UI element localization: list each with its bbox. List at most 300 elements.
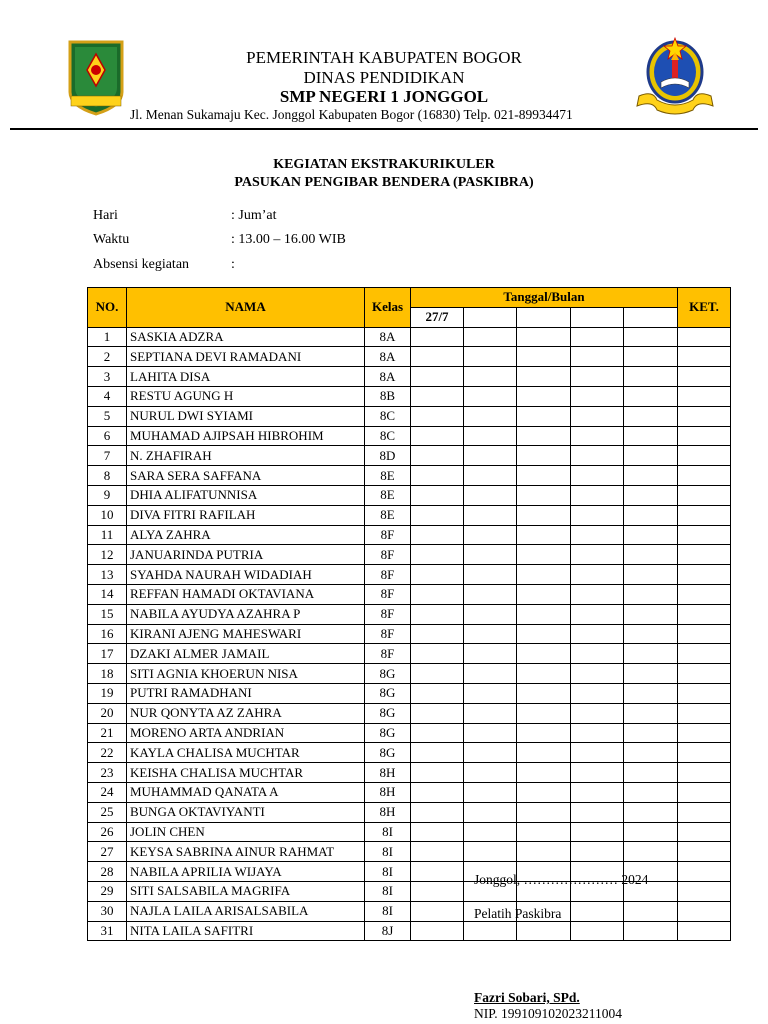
row-class: 8H [365, 802, 411, 822]
attendance-cell [411, 822, 464, 842]
attendance-cell [571, 426, 624, 446]
attendance-cell [571, 763, 624, 783]
remarks-cell [678, 466, 731, 486]
remarks-cell [678, 485, 731, 505]
row-number: 16 [88, 624, 127, 644]
attendance-cell [517, 545, 571, 565]
row-name: SEPTIANA DEVI RAMADANI [127, 347, 365, 367]
header-nama: NAMA [127, 288, 365, 328]
attendance-cell [571, 644, 624, 664]
attendance-table-body [88, 327, 731, 941]
date-cell [464, 307, 517, 327]
attendance-cell [571, 505, 624, 525]
row-number: 26 [88, 822, 127, 842]
attendance-cell [411, 347, 464, 367]
attendance-cell [624, 624, 678, 644]
remarks-cell [678, 565, 731, 585]
table-row [88, 743, 731, 763]
attendance-cell [624, 327, 678, 347]
row-class: 8F [365, 604, 411, 624]
attendance-cell [571, 565, 624, 585]
row-name: JANUARINDA PUTRIA [127, 545, 365, 565]
attendance-cell [624, 822, 678, 842]
attendance-cell [571, 525, 624, 545]
attendance-cell [571, 327, 624, 347]
row-number: 30 [88, 901, 127, 921]
attendance-cell [517, 466, 571, 486]
row-name: KEISHA CHALISA MUCHTAR [127, 763, 365, 783]
table-row [88, 782, 731, 802]
attendance-cell [517, 386, 571, 406]
row-name: MORENO ARTA ANDRIAN [127, 723, 365, 743]
row-class: 8C [365, 406, 411, 426]
attendance-cell [411, 367, 464, 387]
attendance-cell [624, 545, 678, 565]
row-number: 1 [88, 327, 127, 347]
row-name: NABILA AYUDYA AZAHRA P [127, 604, 365, 624]
row-class: 8H [365, 763, 411, 783]
attendance-cell [411, 644, 464, 664]
remarks-cell [678, 505, 731, 525]
attendance-cell [624, 565, 678, 585]
attendance-cell [411, 842, 464, 862]
attendance-cell [464, 802, 517, 822]
signature-name: Fazri Sobari, SPd. [474, 990, 580, 1005]
row-number: 13 [88, 565, 127, 585]
signature-place-date: Jonggol, ………………… 2024 [474, 872, 649, 887]
date-cell [571, 307, 624, 327]
row-class: 8G [365, 664, 411, 684]
date-cell [624, 307, 678, 327]
row-name: PUTRI RAMADHANI [127, 683, 365, 703]
attendance-cell [411, 881, 464, 901]
attendance-cell [624, 842, 678, 862]
row-class: 8I [365, 842, 411, 862]
attendance-cell [624, 367, 678, 387]
row-number: 7 [88, 446, 127, 466]
table-row [88, 723, 731, 743]
row-number: 14 [88, 584, 127, 604]
attendance-cell [571, 347, 624, 367]
attendance-cell [517, 822, 571, 842]
remarks-cell [678, 802, 731, 822]
row-name: RESTU AGUNG H [127, 386, 365, 406]
attendance-cell [571, 386, 624, 406]
row-number: 12 [88, 545, 127, 565]
attendance-cell [624, 525, 678, 545]
table-row [88, 822, 731, 842]
row-class: 8E [365, 505, 411, 525]
remarks-cell [678, 386, 731, 406]
table-row [88, 505, 731, 525]
attendance-cell [624, 466, 678, 486]
attendance-cell [411, 703, 464, 723]
attendance-cell [464, 466, 517, 486]
table-row [88, 545, 731, 565]
attendance-cell [411, 584, 464, 604]
remarks-cell [678, 327, 731, 347]
table-row [88, 406, 731, 426]
attendance-cell [571, 446, 624, 466]
attendance-table [87, 287, 731, 941]
attendance-cell [517, 505, 571, 525]
attendance-cell [464, 763, 517, 783]
row-class: 8A [365, 347, 411, 367]
info-day-label: Hari [93, 208, 118, 223]
attendance-cell [464, 584, 517, 604]
attendance-cell [571, 743, 624, 763]
row-class: 8B [365, 386, 411, 406]
attendance-cell [464, 505, 517, 525]
attendance-cell [517, 743, 571, 763]
row-number: 4 [88, 386, 127, 406]
row-class: 8I [365, 881, 411, 901]
attendance-cell [517, 703, 571, 723]
row-name: NURUL DWI SYIAMI [127, 406, 365, 426]
attendance-cell [517, 406, 571, 426]
remarks-cell [678, 862, 731, 882]
attendance-cell [517, 644, 571, 664]
attendance-cell [517, 802, 571, 822]
row-class: 8I [365, 822, 411, 842]
remarks-cell [678, 842, 731, 862]
table-row [88, 347, 731, 367]
remarks-cell [678, 446, 731, 466]
remarks-cell [678, 822, 731, 842]
attendance-cell [464, 624, 517, 644]
attendance-cell [571, 406, 624, 426]
attendance-cell [411, 505, 464, 525]
attendance-cell [411, 763, 464, 783]
row-name: NITA LAILA SAFITRI [127, 921, 365, 941]
row-class: 8A [365, 367, 411, 387]
attendance-cell [517, 565, 571, 585]
table-row [88, 644, 731, 664]
attendance-cell [411, 525, 464, 545]
table-row [88, 327, 731, 347]
remarks-cell [678, 782, 731, 802]
row-class: 8F [365, 545, 411, 565]
remarks-cell [678, 723, 731, 743]
row-class: 8J [365, 921, 411, 941]
attendance-cell [464, 604, 517, 624]
attendance-cell [411, 545, 464, 565]
table-row [88, 624, 731, 644]
row-class: 8E [365, 466, 411, 486]
header-tanggal-bulan: Tanggal/Bulan [411, 288, 678, 308]
row-class: 8A [365, 327, 411, 347]
row-name: N. ZHAFIRAH [127, 446, 365, 466]
attendance-cell [464, 822, 517, 842]
attendance-cell [411, 446, 464, 466]
row-number: 15 [88, 604, 127, 624]
row-class: 8F [365, 525, 411, 545]
attendance-cell [624, 763, 678, 783]
letterhead-address: Jl. Menan Sukamaju Kec. Jonggol Kabupaten Bogor (16830) Telp. 021-89934471 [130, 107, 573, 122]
row-name: REFFAN HAMADI OKTAVIANA [127, 584, 365, 604]
attendance-cell [624, 426, 678, 446]
attendance-cell [464, 327, 517, 347]
row-class: 8D [365, 446, 411, 466]
row-number: 28 [88, 862, 127, 882]
attendance-cell [571, 703, 624, 723]
letterhead-government: PEMERINTAH KABUPATEN BOGOR [246, 48, 522, 67]
table-row [88, 565, 731, 585]
attendance-cell [411, 901, 464, 921]
row-class: 8I [365, 862, 411, 882]
row-class: 8H [365, 782, 411, 802]
attendance-cell [411, 406, 464, 426]
row-class: 8F [365, 624, 411, 644]
row-number: 11 [88, 525, 127, 545]
attendance-cell [411, 921, 464, 941]
table-row [88, 485, 731, 505]
attendance-cell [624, 604, 678, 624]
row-number: 8 [88, 466, 127, 486]
attendance-cell [411, 426, 464, 446]
row-class: 8G [365, 683, 411, 703]
attendance-cell [517, 426, 571, 446]
attendance-cell [624, 782, 678, 802]
table-row [88, 683, 731, 703]
row-class: 8F [365, 584, 411, 604]
activity-subtitle: PASUKAN PENGIBAR BENDERA (PASKIBRA) [234, 175, 534, 190]
attendance-cell [571, 822, 624, 842]
row-number: 20 [88, 703, 127, 723]
attendance-cell [624, 505, 678, 525]
row-number: 2 [88, 347, 127, 367]
row-number: 31 [88, 921, 127, 941]
attendance-cell [464, 406, 517, 426]
info-day-value: : Jum’at [231, 208, 277, 223]
row-name: DZAKI ALMER JAMAIL [127, 644, 365, 664]
attendance-cell [411, 862, 464, 882]
attendance-cell [517, 367, 571, 387]
info-time-value: : 13.00 – 16.00 WIB [231, 232, 346, 247]
row-class: 8C [365, 426, 411, 446]
attendance-cell [411, 327, 464, 347]
letterhead-rule [10, 128, 758, 130]
attendance-cell [517, 485, 571, 505]
row-class: 8G [365, 723, 411, 743]
row-name: SYAHDA NAURAH WIDADIAH [127, 565, 365, 585]
table-row [88, 842, 731, 862]
table-row [88, 664, 731, 684]
attendance-cell [571, 466, 624, 486]
attendance-cell [411, 565, 464, 585]
attendance-cell [571, 604, 624, 624]
row-number: 27 [88, 842, 127, 862]
attendance-cell [411, 782, 464, 802]
table-row [88, 367, 731, 387]
attendance-cell [624, 802, 678, 822]
attendance-cell [517, 683, 571, 703]
attendance-cell [464, 347, 517, 367]
attendance-cell [464, 842, 517, 862]
remarks-cell [678, 881, 731, 901]
row-name: NABILA APRILIA WIJAYA [127, 862, 365, 882]
row-number: 17 [88, 644, 127, 664]
attendance-cell [517, 446, 571, 466]
table-row [88, 525, 731, 545]
remarks-cell [678, 624, 731, 644]
info-attendance-value: : [231, 257, 235, 272]
info-attendance-label: Absensi kegiatan [93, 257, 190, 272]
attendance-cell [571, 921, 624, 941]
attendance-cell [517, 604, 571, 624]
row-name: ALYA ZAHRA [127, 525, 365, 545]
table-row [88, 763, 731, 783]
attendance-cell [411, 624, 464, 644]
remarks-cell [678, 763, 731, 783]
row-name: MUHAMMAD QANATA A [127, 782, 365, 802]
remarks-cell [678, 664, 731, 684]
attendance-cell [571, 584, 624, 604]
row-name: KIRANI AJENG MAHESWARI [127, 624, 365, 644]
header-kelas: Kelas [365, 288, 411, 328]
row-name: SITI AGNIA KHOERUN NISA [127, 664, 365, 684]
row-name: LAHITA DISA [127, 367, 365, 387]
attendance-cell [464, 921, 517, 941]
remarks-cell [678, 406, 731, 426]
attendance-cell [517, 624, 571, 644]
date-cell: 27/7 [411, 307, 464, 327]
row-name: SASKIA ADZRA [127, 327, 365, 347]
attendance-cell [571, 723, 624, 743]
table-row [88, 604, 731, 624]
remarks-cell [678, 584, 731, 604]
attendance-cell [571, 545, 624, 565]
attendance-cell [464, 525, 517, 545]
attendance-cell [464, 446, 517, 466]
attendance-cell [624, 703, 678, 723]
signature-nip: NIP. 199109102023211004 [474, 1006, 623, 1021]
table-row [88, 901, 731, 921]
attendance-cell [571, 664, 624, 684]
attendance-cell [464, 644, 517, 664]
attendance-cell [624, 683, 678, 703]
attendance-cell [624, 743, 678, 763]
attendance-cell [411, 466, 464, 486]
info-time-label: Waktu [93, 232, 130, 247]
row-name: DHIA ALIFATUNNISA [127, 485, 365, 505]
attendance-cell [411, 723, 464, 743]
attendance-cell [411, 386, 464, 406]
remarks-cell [678, 545, 731, 565]
attendance-cell [464, 565, 517, 585]
row-class: 8F [365, 644, 411, 664]
signature-role: Pelatih Paskibra [474, 906, 562, 921]
letterhead-department: DINAS PENDIDIKAN [303, 68, 465, 87]
attendance-cell [571, 624, 624, 644]
attendance-cell [571, 842, 624, 862]
attendance-cell [517, 723, 571, 743]
row-class: 8E [365, 485, 411, 505]
attendance-cell [464, 664, 517, 684]
attendance-cell [517, 782, 571, 802]
attendance-cell [517, 842, 571, 862]
row-number: 10 [88, 505, 127, 525]
attendance-cell [624, 644, 678, 664]
attendance-cell [571, 367, 624, 387]
attendance-cell [624, 901, 678, 921]
attendance-cell [571, 782, 624, 802]
attendance-cell [517, 664, 571, 684]
attendance-cell [571, 683, 624, 703]
remarks-cell [678, 901, 731, 921]
table-row [88, 703, 731, 723]
attendance-cell [464, 723, 517, 743]
table-row [88, 386, 731, 406]
row-name: MUHAMAD AJIPSAH HIBROHIM [127, 426, 365, 446]
attendance-cell [411, 485, 464, 505]
row-name: BUNGA OKTAVIYANTI [127, 802, 365, 822]
attendance-cell [464, 782, 517, 802]
attendance-cell [624, 386, 678, 406]
attendance-cell [411, 683, 464, 703]
row-name: JOLIN CHEN [127, 822, 365, 842]
row-class: 8G [365, 743, 411, 763]
table-row [88, 802, 731, 822]
table-row [88, 921, 731, 941]
row-name: NUR QONYTA AZ ZAHRA [127, 703, 365, 723]
attendance-cell [464, 743, 517, 763]
remarks-cell [678, 921, 731, 941]
row-number: 5 [88, 406, 127, 426]
attendance-cell [411, 802, 464, 822]
row-name: SARA SERA SAFFANA [127, 466, 365, 486]
activity-title: KEGIATAN EKSTRAKURIKULER [273, 157, 495, 172]
attendance-cell [517, 921, 571, 941]
attendance-cell [411, 743, 464, 763]
attendance-cell [464, 545, 517, 565]
remarks-cell [678, 367, 731, 387]
attendance-cell [571, 802, 624, 822]
row-number: 19 [88, 683, 127, 703]
row-number: 24 [88, 782, 127, 802]
attendance-cell [624, 485, 678, 505]
attendance-cell [464, 386, 517, 406]
row-name: KEYSA SABRINA AINUR RAHMAT [127, 842, 365, 862]
attendance-cell [624, 584, 678, 604]
attendance-cell [571, 901, 624, 921]
row-number: 21 [88, 723, 127, 743]
attendance-cell [624, 347, 678, 367]
row-number: 23 [88, 763, 127, 783]
row-name: KAYLA CHALISA MUCHTAR [127, 743, 365, 763]
table-row [88, 426, 731, 446]
table-row [88, 584, 731, 604]
row-number: 29 [88, 881, 127, 901]
attendance-cell [517, 327, 571, 347]
table-row [88, 446, 731, 466]
remarks-cell [678, 743, 731, 763]
row-name: SITI SALSABILA MAGRIFA [127, 881, 365, 901]
row-class: 8F [365, 565, 411, 585]
attendance-cell [517, 347, 571, 367]
row-class: 8G [365, 703, 411, 723]
row-number: 3 [88, 367, 127, 387]
header-ket: KET. [678, 288, 731, 328]
attendance-cell [464, 683, 517, 703]
table-row [88, 466, 731, 486]
attendance-cell [517, 584, 571, 604]
row-class: 8I [365, 901, 411, 921]
remarks-cell [678, 703, 731, 723]
row-name: NAJLA LAILA ARISALSABILA [127, 901, 365, 921]
attendance-cell [624, 406, 678, 426]
remarks-cell [678, 683, 731, 703]
